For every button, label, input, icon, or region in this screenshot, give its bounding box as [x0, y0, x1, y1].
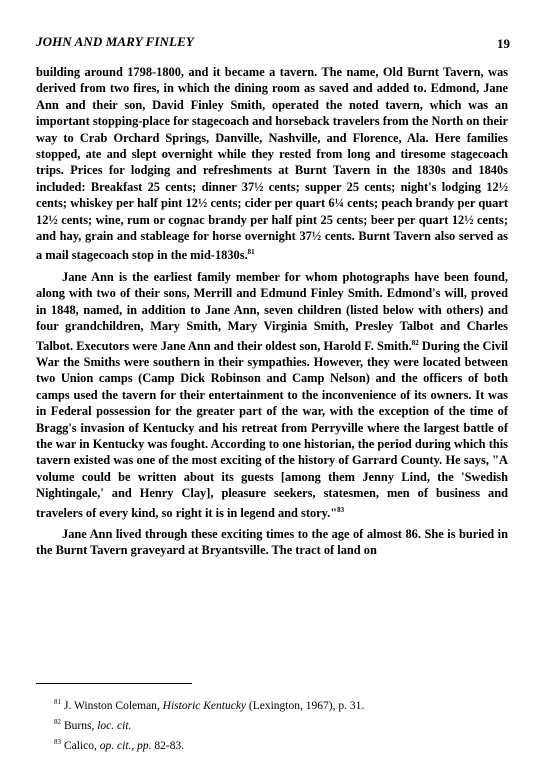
running-head: JOHN AND MARY FINLEY: [36, 34, 194, 49]
footnote-mark: 82: [54, 718, 61, 726]
footnote-81: [54, 694, 494, 714]
footnote-title: op. cit., pp.: [99, 740, 152, 752]
footnote-reference-82: 82: [411, 338, 419, 347]
paragraph-2-text-b: During the Civil War the Smiths were southern in their sympathies. However, they were located between two Union camps (Camp Dick Robinson and Camp Nelson) and the officers of both camps used the tavern for their entertainment to the inconvenience of its owners. It was in Federal possession for the greater part of the war, with the exception of the time of Bragg's invasion of Kentucky and his retreat from Perryville where the largest battle of the war in Kentucky was fought. According to one historian, the period during which this tavern existed was one of the most exciting of the history of Garrard County. He says, "A volume could be written about its guests [among them Jenny Lind, the 'Swedish Nightingale,' and Henry Clay], pleasure seekers, statesmen, men of business and travelers of every kind, so right it is in legend and story.": [36, 338, 508, 520]
paragraph-1: [36, 64, 508, 264]
footnote-text: J. Winston Coleman,: [64, 700, 163, 712]
body-text: [36, 64, 508, 559]
footnote-reference-83: 83: [337, 505, 345, 514]
footnote-text: Calico,: [64, 740, 100, 752]
footnote-reference-81: 81: [247, 248, 255, 257]
footnote-83: [54, 734, 494, 754]
footnote-text-end: (Lexington, 1967), p. 31.: [246, 700, 365, 712]
footnote-divider: [36, 683, 192, 684]
paragraph-2: [36, 269, 508, 521]
footnote-text-end: 82-83.: [151, 740, 185, 752]
footnote-title: Historic Kentucky: [162, 700, 247, 712]
paragraph-1-text: building around 1798-1800, and it became a tavern. The name, Old Burnt Tavern, was derived from two fires, in which the dining room as saved and added to. Edmond, Jane Ann and their son, David Finley Smith, operated the noted tavern, which was an important stopping-place for stagecoach and horseback travelers from the North on their way to Crab Orchard Springs, Danville, Nashville, and Florence, Ala. Here families stopped, ate and slept overnight while they rested from long and tiresome stagecoach trips. Prices for lodging and refreshments at Burnt Tavern in the 1830s and 1840s included: Breakfast 25 cents; dinner 37½ cents; supper 25 cents; night's lodging 12½ cents; whiskey per half pint 12½ cents; cider per quart 6¼ cents; peach brandy per quart 12½ cents; wine, rum or cognac brandy per half pint 25 cents; beer per quart 12½ cents; and hay, grain and stableage for horse overnight 37½ cents. Burnt Tavern also served as a mail stagecoach stop in the mid-1830s.: [36, 65, 508, 263]
footnotes: [54, 694, 494, 754]
footnote-title: loc. cit.: [97, 720, 132, 732]
page-header: [36, 34, 510, 54]
footnote-82: [54, 714, 494, 734]
footnote-mark: 83: [54, 738, 61, 746]
footnote-mark: 81: [54, 698, 61, 706]
paragraph-3-text: Jane Ann lived through these exciting times to the age of almost 86. She is buried in the Burnt Tavern graveyard at Bryantsville. The tract of land on: [36, 526, 508, 558]
paragraph-2-text-a: Jane Ann is the earliest family member for whom photographs have been found, along with two of their sons, Merrill and Edmund Finley Smith. Edmond's will, proved in 1848, named, in addition to Jane Ann, seven children (listed below with others) and four grandchildren, Mary Smith, Mary Virginia Smith, Presley Talbot and Charles Talbot. Executors were Jane Ann and their oldest son, Harold F. Smith.: [36, 269, 508, 353]
footnote-text: Burns,: [64, 720, 98, 732]
page-number: 19: [497, 36, 510, 51]
paragraph-3: [36, 526, 508, 559]
